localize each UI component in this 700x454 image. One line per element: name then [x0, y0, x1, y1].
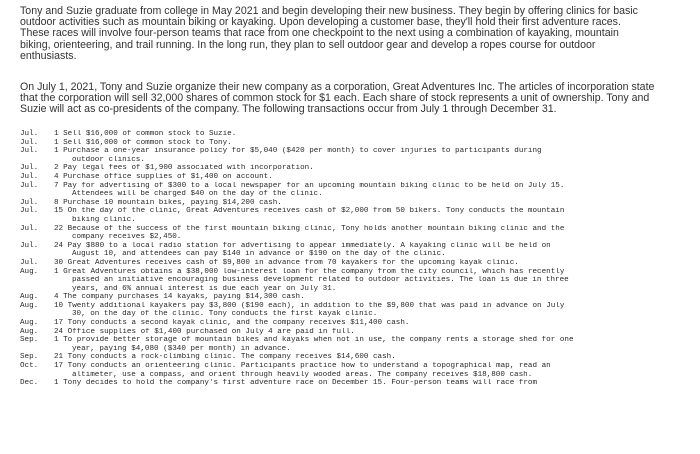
- transaction-line: 10 Twenty additional kayakers pay $3,800 ($190 each), in addition to the $9,800 that was paid in advance on July: [54, 301, 565, 310]
- transaction-line: year, paying $4,080 ($340 per month) in advance.: [72, 344, 291, 353]
- transaction-row: [20, 293, 695, 302]
- transaction-date: Oct.: [20, 362, 39, 371]
- intro-paragraph: [20, 6, 685, 62]
- transaction-row: [20, 259, 695, 268]
- transaction-date: Jul.: [20, 138, 39, 147]
- transaction-date: Aug.: [20, 293, 39, 302]
- transaction-row: [20, 353, 695, 362]
- transaction-line: biking clinic.: [72, 215, 136, 224]
- transaction-line: 22 Because of the success of the first mountain biking clinic, Tony holds another mountain biking clinic and the: [54, 224, 565, 233]
- transaction-list: [20, 130, 695, 388]
- transaction-description: [54, 173, 695, 182]
- transaction-line: 4 Purchase office supplies of $1,400 on account.: [54, 172, 273, 181]
- setup-line: that the corporation will sell 32,000 shares of common stock for $1 each. Each share of stock represents a unit of ownership. Tony and: [20, 92, 650, 105]
- transaction-line: 1 To provide better storage of mountain bikes and kayaks when not in use, the company rents a storage shed for one: [54, 336, 574, 345]
- transaction-row: [20, 139, 695, 148]
- transaction-description: [54, 302, 695, 319]
- transaction-line: August 10, and attendees can pay $140 in advance or $190 on the day of the clinic.: [72, 250, 446, 259]
- transaction-line: 1 Purchase a one-year insurance policy for $5,040 ($420 per month) to cover injuries to participants during: [54, 147, 542, 156]
- transaction-line: company receives $2,450.: [72, 233, 182, 242]
- transaction-line: 1 Sell $16,000 of common stock to Suzie.: [54, 130, 237, 138]
- transaction-date: Jul.: [20, 198, 39, 207]
- intro-line: enthusiasts.: [20, 49, 77, 62]
- transaction-line: years, and 6% annual interest is due each year on July 31.: [72, 284, 337, 293]
- transaction-date: Jul.: [20, 207, 39, 216]
- transaction-description: [54, 319, 695, 328]
- transaction-date: Jul.: [20, 258, 39, 267]
- transaction-description: [54, 139, 695, 148]
- transaction-line: 15 On the day of the clinic, Great Adventures receives cash of $2,000 from 50 bikers. Tony conducts the mountain: [54, 207, 565, 216]
- transaction-description: [54, 164, 695, 173]
- transaction-line: outdoor clinics.: [72, 155, 145, 164]
- transaction-description: [54, 336, 695, 353]
- transaction-date: Aug.: [20, 327, 39, 336]
- transaction-date: Jul.: [20, 147, 39, 156]
- transaction-date: Jul.: [20, 172, 39, 181]
- transaction-line: altimeter, use a compass, and orient through heavily wooded areas. The company receives $18,800 cash.: [72, 370, 533, 379]
- transaction-line: 1 Sell $16,000 of common stock to Tony.: [54, 138, 232, 147]
- transaction-line: 17 Tony conducts an orienteering clinic. Participants practice how to understand a topographical map, read an: [54, 362, 551, 371]
- transaction-description: [54, 268, 695, 294]
- setup-paragraph: [20, 82, 685, 116]
- transaction-description: [54, 353, 695, 362]
- transaction-row: [20, 319, 695, 328]
- transaction-row: [20, 242, 695, 259]
- setup-line: On July 1, 2021, Tony and Suzie organize their new company as a corporation, Great Adventures Inc. The articles of incorporation state: [20, 81, 655, 93]
- transaction-description: [54, 242, 695, 259]
- transaction-line: 2 Pay legal fees of $1,900 associated with incorporation.: [54, 164, 314, 173]
- transaction-date: Jul.: [20, 164, 39, 173]
- setup-line: Suzie will act as co-presidents of the company. The following transactions occur from July 1 through December 31.: [20, 103, 557, 116]
- transaction-description: [54, 362, 695, 379]
- transaction-row: [20, 302, 695, 319]
- transaction-date: Jul.: [20, 241, 39, 250]
- transaction-row: [20, 328, 695, 337]
- transaction-row: [20, 130, 695, 139]
- transaction-date: Aug.: [20, 301, 39, 310]
- transaction-date: Aug.: [20, 267, 39, 276]
- transaction-row: [20, 379, 695, 388]
- transaction-line: 8 Purchase 10 mountain bikes, paying $14,200 cash.: [54, 198, 282, 207]
- transaction-line: 1 Great Adventures obtains a $38,000 low-interest loan for the company from the city council, which has recently: [54, 267, 565, 276]
- intro-line: These races will involve four-person teams that race from one checkpoint to the next using a combination of kayaking, mountain: [20, 27, 619, 40]
- transaction-line: 30, on the day of the clinic. Tony conducts the first kayak clinic.: [72, 310, 378, 319]
- transaction-row: [20, 207, 695, 224]
- transaction-date: Jul.: [20, 130, 39, 138]
- transaction-row: [20, 173, 695, 182]
- transaction-description: [54, 130, 695, 139]
- transaction-line: 4 The company purchases 14 kayaks, paying $14,300 cash.: [54, 293, 305, 302]
- transaction-row: [20, 147, 695, 164]
- transaction-row: [20, 336, 695, 353]
- transaction-description: [54, 259, 695, 268]
- transaction-row: [20, 199, 695, 208]
- transaction-line: 17 Tony conducts a second kayak clinic, and the company receives $11,400 cash.: [54, 319, 410, 328]
- transaction-row: [20, 182, 695, 199]
- intro-line: outdoor activities such as mountain biking or kayaking. Upon developing a customer base, they'll hold their first adventure races.: [20, 16, 621, 29]
- transaction-date: Sep.: [20, 353, 39, 362]
- transaction-line: 24 Pay $880 to a local radio station for advertising to appear immediately. A kayaking clinic will be held on: [54, 241, 551, 250]
- transaction-row: [20, 268, 695, 294]
- transaction-date: Aug.: [20, 319, 39, 328]
- transaction-date: Dec.: [20, 379, 39, 388]
- transaction-row: [20, 164, 695, 173]
- transaction-date: Jul.: [20, 181, 39, 190]
- transaction-line: 30 Great Adventures receives cash of $9,800 in advance from 70 kayakers for the upcoming kayak clinic.: [54, 258, 519, 267]
- transaction-description: [54, 182, 695, 199]
- transaction-description: [54, 379, 695, 388]
- transaction-description: [54, 207, 695, 224]
- transaction-description: [54, 199, 695, 208]
- transaction-description: [54, 147, 695, 164]
- transaction-description: [54, 225, 695, 242]
- transaction-description: [54, 293, 695, 302]
- transaction-row: [20, 225, 695, 242]
- transaction-line: 1 Tony decides to hold the company's first adventure race on December 15. Four-person teams will race from: [54, 379, 538, 388]
- transaction-line: 24 Office supplies of $1,400 purchased on July 4 are paid in full.: [54, 327, 355, 336]
- transaction-row: [20, 362, 695, 379]
- transaction-line: Attendees will be charged $40 on the day of the clinic.: [72, 190, 323, 199]
- transaction-line: passed an initiative encouraging business development related to outdoor activities. The loan is due in three: [72, 276, 569, 285]
- transaction-description: [54, 328, 695, 337]
- transaction-date: Jul.: [20, 224, 39, 233]
- transaction-line: 7 Pay for advertising of $300 to a local newspaper for an upcoming mountain biking clinic to be held on July 15.: [54, 181, 565, 190]
- intro-line: biking, orienteering, and trail running. In the long run, they plan to sell outdoor gear and develop a ropes course for outdoor: [20, 38, 596, 51]
- transaction-line: 21 Tony conducts a rock-climbing clinic. The company receives $14,600 cash.: [54, 353, 396, 362]
- intro-line: Tony and Suzie graduate from college in May 2021 and begin developing their new business. They begin by offering clinics for basic: [20, 5, 638, 17]
- transaction-date: Sep.: [20, 336, 39, 345]
